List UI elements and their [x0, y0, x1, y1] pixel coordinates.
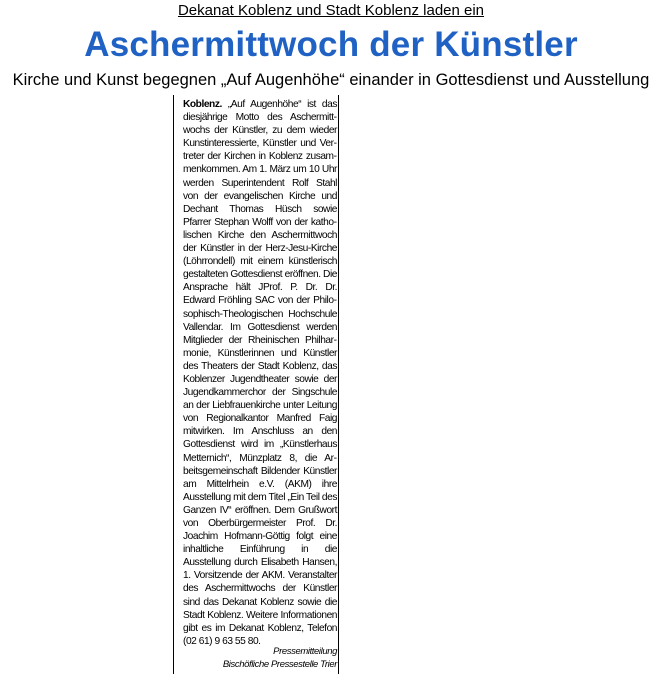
kicker-line: [0, 2, 662, 20]
kicker-text: Dekanat Koblenz und Stadt Koblenz laden ein: [177, 2, 485, 19]
press-office-credit: Bischöfliche Pressestelle Trier: [222, 659, 337, 670]
headline: Aschermittwoch der Künstler: [84, 25, 578, 64]
subheadline: Kirche und Kunst begegnen „Auf Augenhöhe“ einander in Gottesdienst und Ausstellung: [12, 71, 650, 89]
dateline: Koblenz.: [183, 99, 222, 110]
article-column: [173, 95, 339, 674]
article-body: [183, 98, 337, 648]
article-body-text: „Auf Augenhöhe“ ist das diesjährige Motto des Aschermittwochs der Künstler, zu dem wieder Kunstinteressierte, Künstler und Vertreter der Kirchen in Koblenz zusammenkommen. Am 1. März um 10 Uhr werden Superintendent Rolf Stahl von der evangelischen Kirche und Dechant Thomas Hüsch sowie Pfarrer Stephan Wolff von der katholischen Kirche den Aschermittwoch der Künstler in der Herz-Jesu-Kirche (Löhrrondell) mit einem künstlerisch gestalteten Gottesdienst eröffnen. Die Ansprache hält JProf. P. Dr. Dr. Edward Fröhling SAC von der Philosophisch-Theologischen Hochschule Vallendar. Im Gottesdienst werden Mitglieder der Rheinischen Philharmonie, Künstlerinnen und Künstler des Theaters der Stadt Koblenz, das Koblenzer Jugendtheater sowie der Jugendkammerchor der Singschule an der Liebfrauenkirche unter Leitung von Regionalkantor Manfred Faig mitwirken. Im Anschluss an den Gottesdienst wird im „Künstlerhaus Metternich“, Münzplatz 8, die Arbeitsgemeinschaft Bildender Künstler am Mittelrhein e.V. (AKM) ihre Ausstellung mit dem Titel „Ein Teil des Ganzen IV“ eröffnen. Dem Grußwort von Oberbürgermeister Prof. Dr. Joachim Hofmann-Göttig folgt eine inhaltliche Einführung in die Ausstellung durch Elisabeth Hansen, 1. Vorsitzende der AKM. Veranstalter des Aschermittwochs der Künstler sind das Dekanat Koblenz sowie die Stadt Koblenz. Weitere Informationen gibt es im Dekanat Koblenz, Telefon (02 61) 9 63 55 80.: [183, 99, 337, 647]
press-release-label: Pressemitteilung: [273, 646, 337, 657]
